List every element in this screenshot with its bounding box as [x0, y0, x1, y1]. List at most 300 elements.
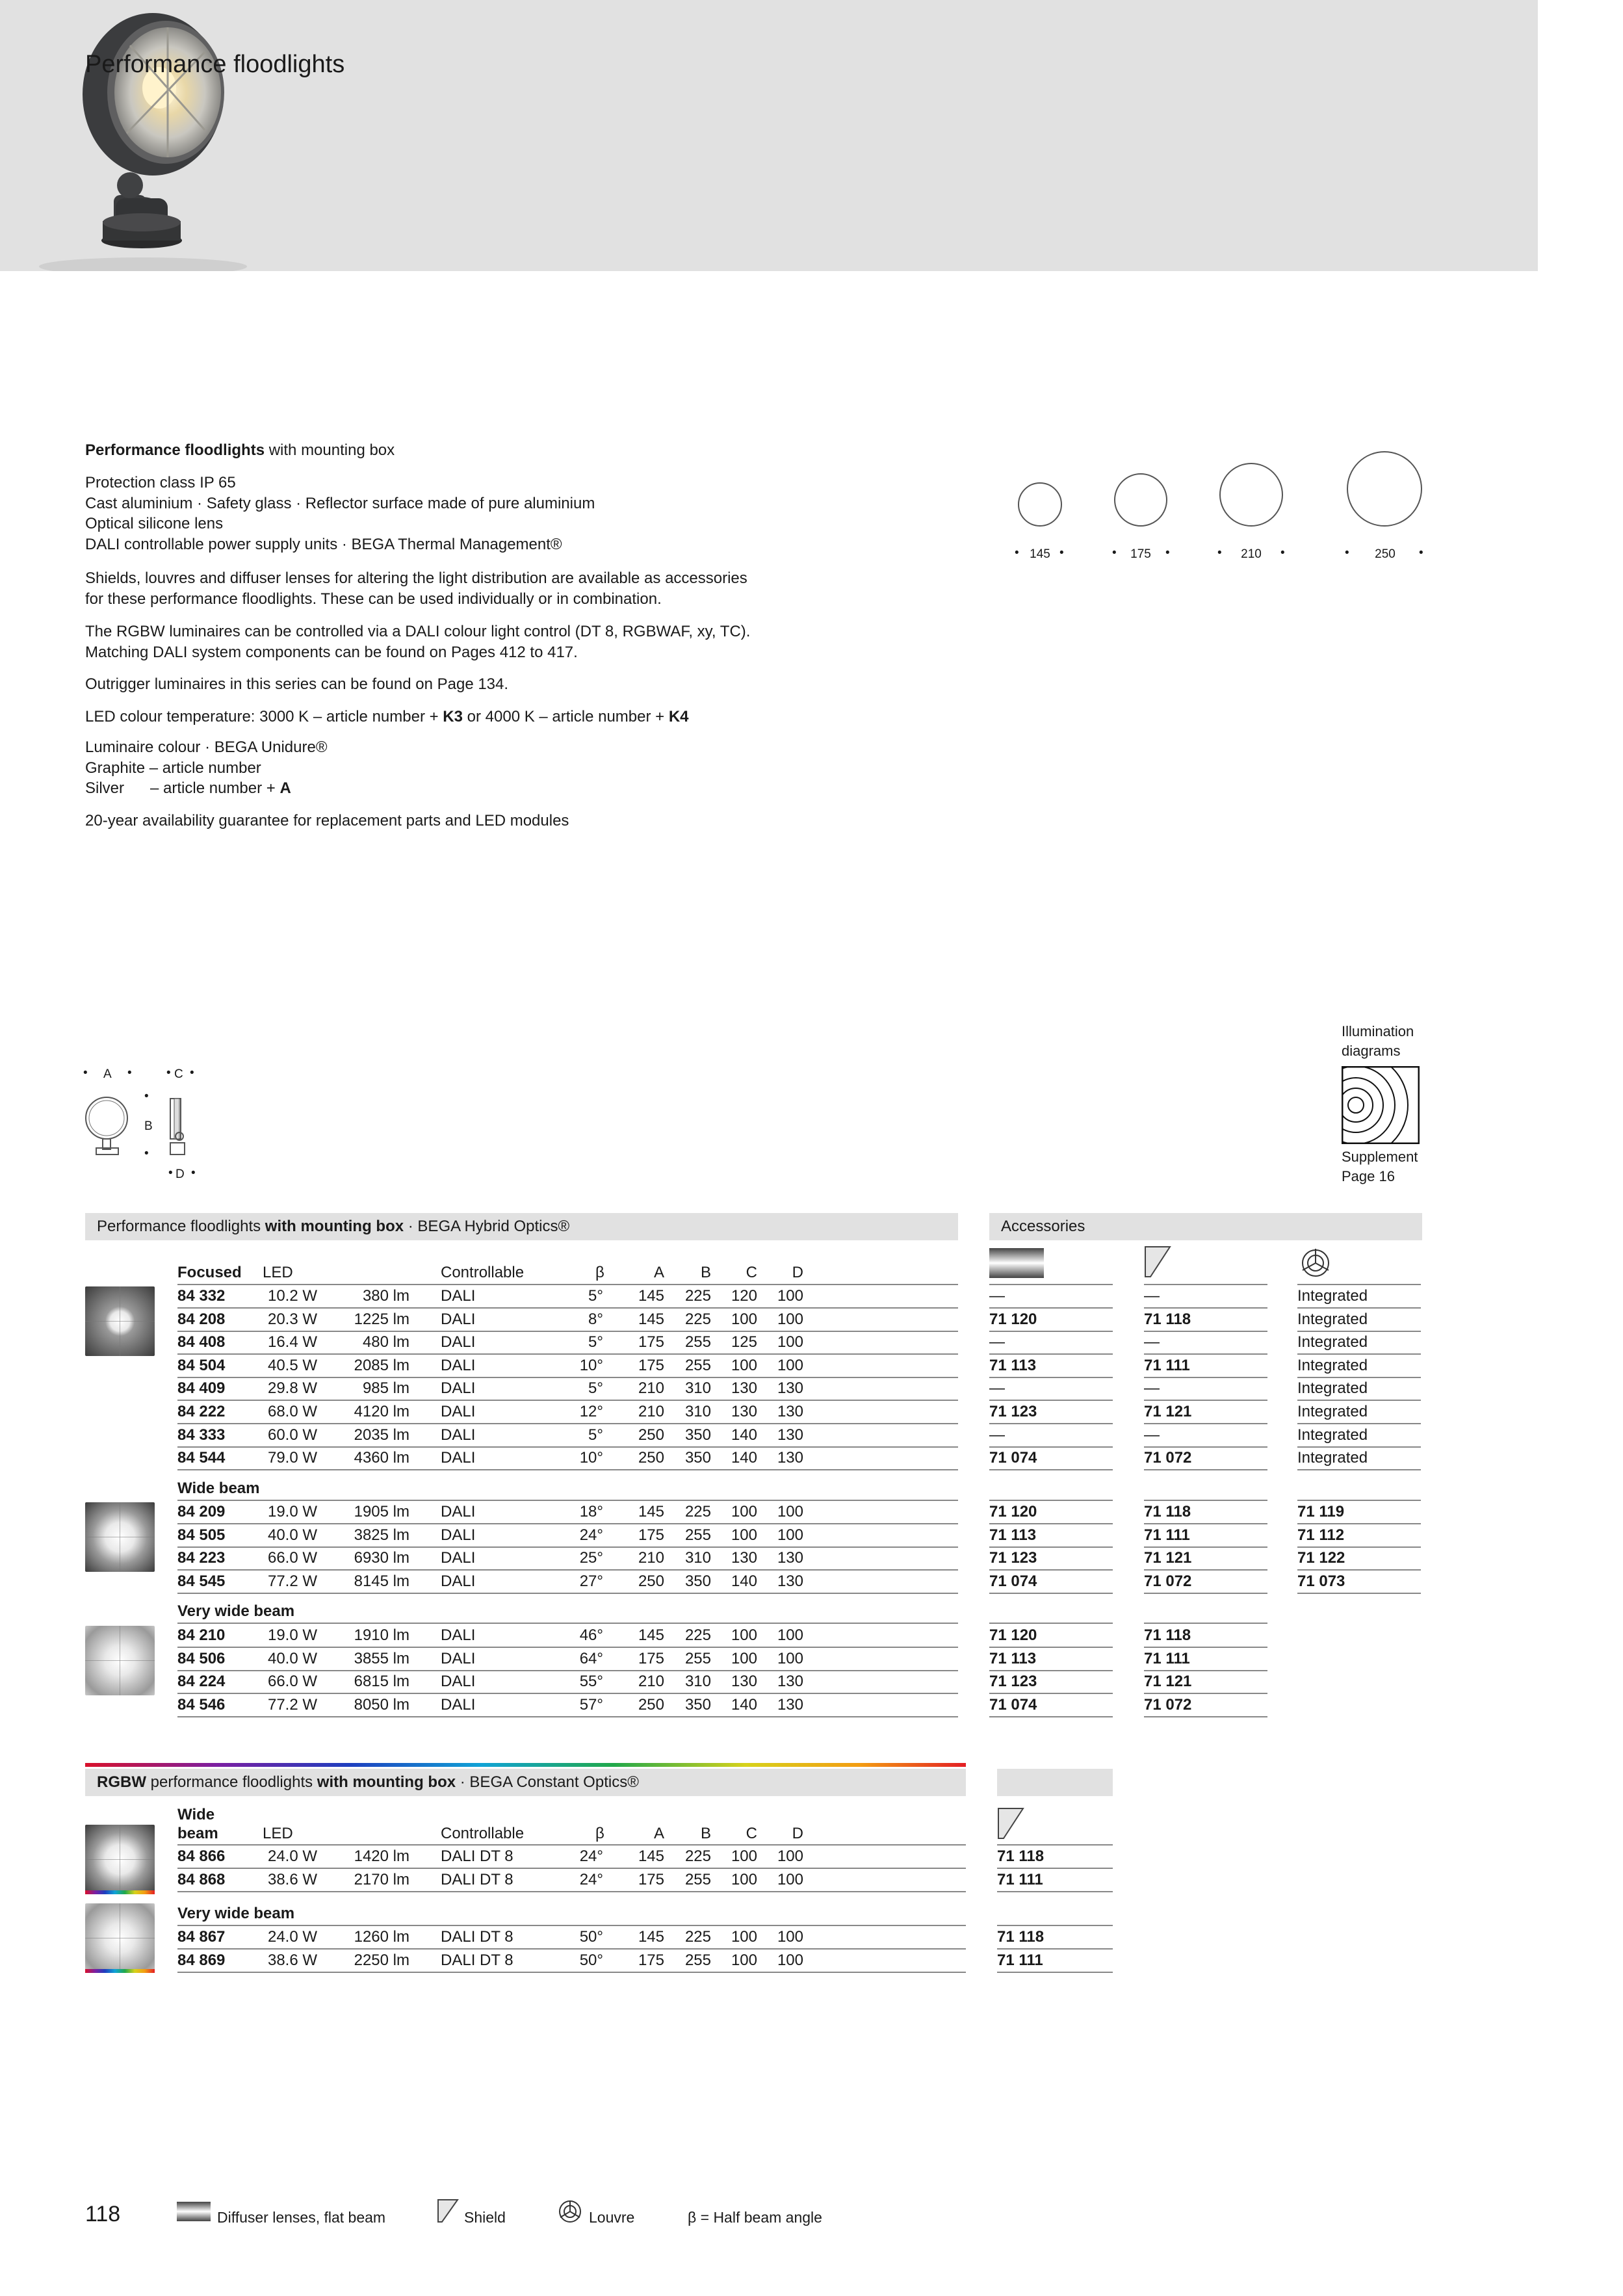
dim-d: 130 — [777, 1695, 803, 1714]
column-header-beta: β — [595, 1825, 604, 1842]
row-divider — [177, 1593, 958, 1594]
accessory-diffuser: 71 113 — [989, 1356, 1037, 1374]
article-number: 84 333 — [177, 1426, 226, 1444]
controllable: DALI — [441, 1626, 476, 1644]
accessory-shield: 71 111 — [1144, 1526, 1190, 1544]
row-divider — [997, 1972, 1113, 1973]
row-divider — [1297, 1423, 1421, 1424]
column-header-a: A — [653, 1264, 664, 1281]
wattage: 66.0 W — [267, 1549, 317, 1567]
intro-line: Graphite – article number — [85, 759, 261, 777]
lumens: 1225 lm — [354, 1310, 409, 1328]
dim-dot: • — [1165, 546, 1170, 560]
accessory-louvre: 71 112 — [1297, 1526, 1345, 1544]
dim-c: 100 — [731, 1928, 757, 1946]
beam-angle: 55° — [579, 1673, 603, 1691]
row-divider — [177, 1546, 958, 1548]
header-divider — [989, 1284, 1113, 1285]
controllable: DALI — [441, 1673, 476, 1691]
dim-a: 250 — [638, 1695, 664, 1714]
rgbw-colour-bar — [85, 1763, 966, 1767]
beam-distribution-thumbnail — [85, 1626, 155, 1695]
row-divider — [1144, 1670, 1267, 1671]
crosshair — [85, 1903, 155, 1973]
accessory-diffuser: 71 113 — [989, 1649, 1037, 1667]
dim-d: 100 — [777, 1870, 803, 1888]
accessory-diffuser: 71 123 — [989, 1673, 1037, 1691]
dim-d: 130 — [777, 1379, 803, 1398]
dim-dot: • — [127, 1066, 132, 1080]
dim-c: 100 — [731, 1503, 757, 1520]
article-number: 84 545 — [177, 1572, 226, 1590]
led-k3: K3 — [443, 708, 463, 725]
intro-line: Matching DALI system components can be found on Pages 412 to 417. — [85, 643, 578, 661]
accessory-diffuser: 71 120 — [989, 1503, 1037, 1520]
intro-paragraph-3 — [85, 621, 833, 662]
dim-a: 175 — [638, 1870, 664, 1888]
intro-line: Silver – article number + — [85, 779, 280, 797]
dim-a: 145 — [638, 1928, 664, 1946]
lumens: 8050 lm — [354, 1695, 409, 1714]
accessory-diffuser: 71 074 — [989, 1449, 1037, 1467]
lumens: 3855 lm — [354, 1649, 409, 1667]
dim-dot: • — [144, 1147, 149, 1160]
lumens: 1420 lm — [354, 1847, 409, 1865]
row-divider — [1144, 1469, 1267, 1470]
dim-c: 100 — [731, 1626, 757, 1644]
dim-a: 250 — [638, 1426, 664, 1444]
intro-heading — [85, 440, 833, 461]
accessory-shield: 71 118 — [1144, 1626, 1191, 1644]
row-divider — [1144, 1569, 1267, 1571]
intro-heading-rest: with mounting box — [265, 441, 395, 459]
row-divider — [1297, 1307, 1421, 1309]
dim-b: 255 — [684, 1333, 711, 1351]
dim-dot: • — [1112, 546, 1117, 560]
wattage: 38.6 W — [267, 1870, 317, 1888]
dim-c: 100 — [731, 1526, 757, 1544]
diffuser-lens-icon — [989, 1246, 1044, 1281]
dim-d: 100 — [777, 1951, 803, 1969]
dim-a: 210 — [638, 1549, 664, 1567]
illum-title-2: diagrams — [1342, 1043, 1401, 1059]
row-divider — [989, 1593, 1113, 1594]
section-header-text: · BEGA Hybrid Optics® — [404, 1218, 570, 1235]
row-divider — [177, 1868, 966, 1869]
article-number: 84 867 — [177, 1928, 226, 1946]
dim-dot: • — [168, 1166, 173, 1180]
dim-c: 140 — [731, 1449, 757, 1467]
crosshair — [85, 1502, 155, 1572]
group-divider — [997, 1925, 1113, 1926]
size-label: 210 — [1241, 547, 1262, 561]
controllable: DALI — [441, 1426, 476, 1444]
accessory-diffuser: 71 074 — [989, 1572, 1037, 1590]
row-divider — [989, 1307, 1113, 1309]
dim-label-c: C — [174, 1067, 183, 1081]
shield-icon — [997, 1807, 1026, 1842]
column-header-beta: β — [595, 1264, 604, 1281]
row-divider — [989, 1546, 1113, 1548]
row-divider — [177, 1353, 958, 1355]
wattage: 79.0 W — [267, 1449, 317, 1467]
dim-dot: • — [1345, 546, 1349, 560]
wattage: 68.0 W — [267, 1403, 317, 1420]
page-number: 118 — [85, 2202, 121, 2226]
row-divider — [1297, 1593, 1421, 1594]
lumens: 480 lm — [362, 1333, 409, 1351]
row-divider — [989, 1670, 1113, 1671]
intro-line: 20-year availability guarantee for replacement parts and LED modules — [85, 812, 569, 829]
accessory-diffuser: — — [989, 1333, 1005, 1351]
accessory-louvre: Integrated — [1297, 1379, 1368, 1398]
row-divider — [1297, 1331, 1421, 1332]
row-divider — [177, 1569, 958, 1571]
dim-b: 310 — [684, 1379, 711, 1398]
accessory-shield: — — [1144, 1333, 1160, 1351]
row-divider — [997, 1891, 1113, 1892]
dim-dot: • — [166, 1066, 171, 1080]
group-divider — [1144, 1623, 1267, 1624]
lumens: 1905 lm — [354, 1503, 409, 1520]
dim-c: 100 — [731, 1649, 757, 1667]
lumens: 2250 lm — [354, 1951, 409, 1969]
article-number: 84 210 — [177, 1626, 226, 1644]
row-divider — [997, 1948, 1113, 1950]
row-divider — [997, 1868, 1113, 1869]
article-number: 84 544 — [177, 1449, 226, 1467]
dim-b: 310 — [684, 1403, 711, 1420]
wattage: 77.2 W — [267, 1572, 317, 1590]
accessory-shield: 71 072 — [1144, 1572, 1192, 1590]
dim-a: 145 — [638, 1310, 664, 1328]
beam-angle: 10° — [579, 1356, 603, 1374]
group-divider — [177, 1500, 958, 1501]
beam-angle: 24° — [579, 1526, 603, 1544]
dim-c: 130 — [731, 1403, 757, 1420]
beam-angle: 18° — [579, 1503, 603, 1520]
wattage: 20.3 W — [267, 1310, 317, 1328]
group-divider — [989, 1500, 1113, 1501]
row-divider — [1297, 1353, 1421, 1355]
intro-line: Luminaire colour · BEGA Unidure® — [85, 738, 328, 756]
row-divider — [1144, 1353, 1267, 1355]
accessory-louvre: Integrated — [1297, 1426, 1368, 1444]
size-circle-175 — [1114, 473, 1167, 527]
dim-c: 140 — [731, 1426, 757, 1444]
lumens: 380 lm — [362, 1287, 409, 1305]
accessory-diffuser: — — [989, 1287, 1005, 1305]
wattage: 16.4 W — [267, 1333, 317, 1351]
lumens: 2170 lm — [354, 1870, 409, 1888]
group-label: Wide beam — [177, 1480, 260, 1497]
size-label: 175 — [1130, 547, 1151, 561]
article-number: 84 869 — [177, 1951, 226, 1969]
beam-angle: 50° — [579, 1951, 603, 1969]
intro-line: DALI controllable power supply units · BEGA Thermal Management® — [85, 535, 562, 553]
group-divider — [989, 1623, 1113, 1624]
dim-b: 225 — [684, 1503, 711, 1520]
accessory-diffuser: 71 113 — [989, 1526, 1037, 1544]
rgbw-strip — [85, 1890, 155, 1894]
row-divider — [989, 1569, 1113, 1571]
article-number: 84 222 — [177, 1403, 226, 1420]
row-divider — [989, 1446, 1113, 1448]
lumens: 6815 lm — [354, 1673, 409, 1691]
dim-a: 250 — [638, 1449, 664, 1467]
dim-a: 175 — [638, 1333, 664, 1351]
accessory-shield: — — [1144, 1379, 1160, 1398]
legend-beta: β = Half beam angle — [688, 2209, 822, 2226]
dim-b: 310 — [684, 1673, 711, 1691]
dim-a: 210 — [638, 1403, 664, 1420]
dim-c: 140 — [731, 1695, 757, 1714]
dim-d: 130 — [777, 1403, 803, 1420]
dim-dot: • — [1217, 546, 1222, 560]
row-divider — [1144, 1331, 1267, 1332]
beam-angle: 5° — [588, 1333, 603, 1351]
dim-a: 175 — [638, 1951, 664, 1969]
louvre-icon — [1297, 1246, 1334, 1281]
legend-shield: Shield — [464, 2209, 506, 2226]
legend-diffuser: Diffuser lenses, flat beam — [217, 2209, 386, 2226]
row-divider — [177, 1972, 966, 1973]
section-header-text: performance floodlights — [146, 1773, 317, 1791]
section-header-text: · BEGA Constant Optics® — [456, 1773, 639, 1791]
lumens: 985 lm — [362, 1379, 409, 1398]
group-label: Wide — [177, 1806, 215, 1823]
size-label: 145 — [1030, 547, 1050, 561]
controllable: DALI — [441, 1449, 476, 1467]
accessory-louvre: Integrated — [1297, 1403, 1368, 1420]
accessory-louvre: Integrated — [1297, 1287, 1368, 1305]
column-header-controllable: Controllable — [441, 1825, 525, 1842]
dimension-sketch — [83, 1092, 213, 1164]
controllable: DALI — [441, 1649, 476, 1667]
row-divider — [177, 1446, 958, 1448]
size-label: 250 — [1375, 547, 1396, 561]
controllable: DALI DT 8 — [441, 1951, 513, 1969]
dim-b: 350 — [684, 1449, 711, 1467]
dim-d: 130 — [777, 1673, 803, 1691]
led-colour-temperature — [85, 707, 833, 727]
row-divider — [1297, 1469, 1421, 1470]
dim-d: 100 — [777, 1526, 803, 1544]
beam-angle: 5° — [588, 1426, 603, 1444]
dim-b: 225 — [684, 1847, 711, 1865]
dim-b: 255 — [684, 1356, 711, 1374]
dim-c: 100 — [731, 1356, 757, 1374]
dim-dot: • — [83, 1066, 88, 1080]
dim-dot: • — [1015, 546, 1019, 560]
section-header-bold: RGBW — [97, 1773, 146, 1791]
article-number: 84 868 — [177, 1870, 226, 1888]
lumens: 4360 lm — [354, 1449, 409, 1467]
wattage: 77.2 W — [267, 1695, 317, 1714]
dim-c: 125 — [731, 1333, 757, 1351]
size-circle-210 — [1219, 463, 1283, 527]
controllable: DALI — [441, 1503, 476, 1520]
lumens: 2085 lm — [354, 1356, 409, 1374]
row-divider — [177, 1670, 958, 1671]
column-header-d: D — [792, 1264, 803, 1281]
article-number: 84 208 — [177, 1310, 226, 1328]
wattage: 40.5 W — [267, 1356, 317, 1374]
dim-c: 130 — [731, 1379, 757, 1398]
dim-label-d: D — [175, 1168, 185, 1181]
accessory-shield: 71 072 — [1144, 1449, 1192, 1467]
group-divider — [1144, 1500, 1267, 1501]
row-divider — [989, 1693, 1113, 1694]
wattage: 19.0 W — [267, 1626, 317, 1644]
dim-d: 100 — [777, 1333, 803, 1351]
beam-distribution-thumbnail — [85, 1903, 155, 1973]
dim-a: 145 — [638, 1503, 664, 1520]
row-divider — [1297, 1546, 1421, 1548]
beam-angle: 64° — [579, 1649, 603, 1667]
wattage: 40.0 W — [267, 1526, 317, 1544]
beam-angle: 46° — [579, 1626, 603, 1644]
header-divider — [177, 1844, 966, 1846]
row-divider — [177, 1469, 958, 1470]
dim-a: 145 — [638, 1847, 664, 1865]
accessory-louvre: 71 073 — [1297, 1572, 1345, 1590]
illum-title-1: Illumination — [1342, 1023, 1414, 1039]
accessory-shield: 71 111 — [997, 1951, 1043, 1969]
rgbw-strip — [85, 1969, 155, 1973]
illumination-diagram-icon — [1342, 1066, 1420, 1144]
row-divider — [989, 1469, 1113, 1470]
row-divider — [989, 1400, 1113, 1401]
row-divider — [1297, 1400, 1421, 1401]
wattage: 19.0 W — [267, 1503, 317, 1520]
group-label: Focused — [177, 1264, 242, 1281]
dim-d: 100 — [777, 1626, 803, 1644]
accessory-louvre: Integrated — [1297, 1356, 1368, 1374]
group-divider — [177, 1623, 958, 1624]
row-divider — [1297, 1569, 1421, 1571]
wattage: 24.0 W — [267, 1847, 317, 1865]
accessory-louvre: 71 119 — [1297, 1503, 1345, 1520]
lumens: 4120 lm — [354, 1403, 409, 1420]
crosshair — [85, 1626, 155, 1695]
group-label: Very wide beam — [177, 1905, 295, 1922]
dim-c: 130 — [731, 1673, 757, 1691]
row-divider — [177, 1693, 958, 1694]
column-header-b: B — [700, 1264, 711, 1281]
dim-c: 140 — [731, 1572, 757, 1590]
row-divider — [177, 1647, 958, 1648]
dim-dot: • — [190, 1066, 194, 1080]
row-divider — [177, 1400, 958, 1401]
row-divider — [177, 1423, 958, 1424]
crosshair — [85, 1825, 155, 1894]
rgbw-accessory-header — [997, 1769, 1113, 1796]
accessory-shield: 71 111 — [1144, 1356, 1190, 1374]
beam-angle: 50° — [579, 1928, 603, 1946]
header-divider — [1144, 1284, 1267, 1285]
row-divider — [989, 1331, 1113, 1332]
dim-a: 250 — [638, 1572, 664, 1590]
size-circle-250 — [1347, 451, 1422, 527]
page-title: Performance floodlights — [85, 51, 345, 78]
intro-line: Shields, louvres and diffuser lenses for altering the light distribution are available as accessories — [85, 569, 747, 587]
wattage: 60.0 W — [267, 1426, 317, 1444]
product-photo — [0, 0, 1538, 271]
lumens: 8145 lm — [354, 1572, 409, 1590]
controllable: DALI — [441, 1287, 476, 1305]
dim-b: 350 — [684, 1695, 711, 1714]
controllable: DALI — [441, 1333, 476, 1351]
dim-d: 100 — [777, 1649, 803, 1667]
controllable: DALI DT 8 — [441, 1928, 513, 1946]
accessory-shield: 71 118 — [1144, 1310, 1191, 1328]
dim-c: 100 — [731, 1870, 757, 1888]
beam-angle: 5° — [588, 1379, 603, 1398]
accessory-louvre: 71 122 — [1297, 1549, 1345, 1567]
row-divider — [1144, 1593, 1267, 1594]
group-divider — [177, 1925, 966, 1926]
dim-c: 120 — [731, 1287, 757, 1305]
beam-angle: 25° — [579, 1549, 603, 1567]
article-number: 84 408 — [177, 1333, 226, 1351]
beam-angle: 24° — [579, 1847, 603, 1865]
wattage: 40.0 W — [267, 1649, 317, 1667]
intro-line: Optical silicone lens — [85, 515, 224, 532]
wattage: 24.0 W — [267, 1928, 317, 1946]
beam-distribution-thumbnail — [85, 1286, 155, 1356]
luminaire-colour — [85, 737, 833, 799]
controllable: DALI — [441, 1379, 476, 1398]
dim-b: 225 — [684, 1928, 711, 1946]
lumens: 1260 lm — [354, 1928, 409, 1946]
accessory-diffuser: — — [989, 1426, 1005, 1444]
dim-a: 175 — [638, 1356, 664, 1374]
louvre-icon — [556, 2198, 584, 2224]
controllable: DALI — [441, 1572, 476, 1590]
section-header-hybrid — [85, 1213, 958, 1240]
article-number: 84 505 — [177, 1526, 226, 1544]
section-header-rgbw — [85, 1769, 966, 1796]
beam-angle: 24° — [579, 1870, 603, 1888]
beam-angle: 57° — [579, 1695, 603, 1714]
intro-line: for these performance floodlights. These can be used individually or in combination. — [85, 590, 662, 608]
controllable: DALI DT 8 — [441, 1870, 513, 1888]
row-divider — [1144, 1423, 1267, 1424]
column-header-d: D — [792, 1825, 803, 1842]
row-divider — [1144, 1307, 1267, 1309]
dim-c: 100 — [731, 1951, 757, 1969]
accessory-diffuser: 71 123 — [989, 1549, 1037, 1567]
article-number: 84 332 — [177, 1287, 226, 1305]
dim-c: 130 — [731, 1549, 757, 1567]
header-divider — [177, 1284, 958, 1285]
row-divider — [989, 1647, 1113, 1648]
dim-d: 130 — [777, 1572, 803, 1590]
section-header-bold: with mounting box — [265, 1218, 404, 1235]
row-divider — [1297, 1446, 1421, 1448]
dim-d: 100 — [777, 1928, 803, 1946]
group-label: beam — [177, 1825, 218, 1842]
accessory-shield: 71 121 — [1144, 1673, 1192, 1691]
row-divider — [177, 1331, 958, 1332]
row-divider — [177, 1948, 966, 1950]
lumens: 6930 lm — [354, 1549, 409, 1567]
led-k4: K4 — [668, 708, 689, 725]
accessory-shield: 71 118 — [997, 1847, 1045, 1865]
led-text: LED colour temperature: 3000 K – article number + — [85, 708, 443, 725]
accessory-shield: 71 072 — [1144, 1695, 1192, 1714]
